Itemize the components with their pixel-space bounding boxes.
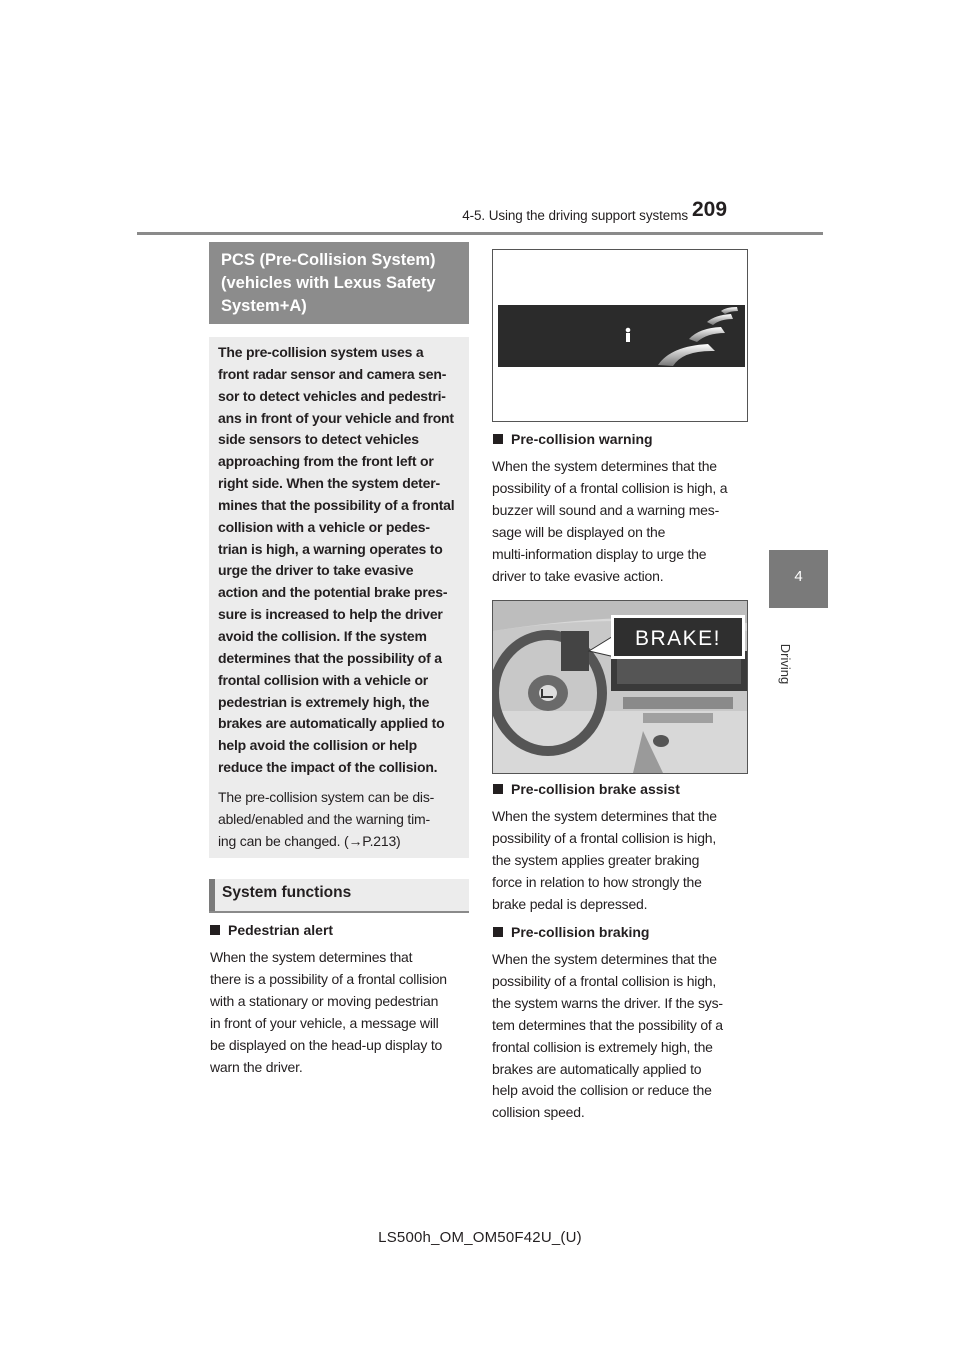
chapter-number: 4 xyxy=(794,568,803,585)
function-text-pedestrian-alert: When the system determines that there is a possibility of a frontal collision with a stationary or moving pedestrian in front of your vehicle, a message will be displayed on the head-up display to warn the driver. xyxy=(210,949,447,1075)
function-heading-pre-collision-warning: Pre-collision warning xyxy=(493,429,653,449)
page-title: PCS (Pre-Collision System) (vehicles with Lexus Safety System+A) xyxy=(221,251,436,315)
brake-warning-message: BRAKE! xyxy=(634,627,722,650)
chapter-name: Driving xyxy=(778,643,793,685)
document-code-footer: LS500h_OM_OM50F42U_(U) xyxy=(378,1229,582,1246)
running-head: 4-5. Using the driving support systems xyxy=(462,208,688,223)
cockpit-illustration xyxy=(493,601,747,773)
function-text-brake-assist: When the system determines that the possibility of a frontal collision is high, the system applies greater braking force in relation to how strongly the brake pedal is depressed. xyxy=(492,808,717,912)
brake-warning-cockpit-figure xyxy=(492,600,748,774)
section-header-bar xyxy=(209,879,215,912)
head-up-display-illustration xyxy=(493,250,747,421)
function-heading-brake-assist: Pre-collision brake assist xyxy=(493,779,680,799)
section-header-underline xyxy=(209,911,469,913)
function-heading-pedestrian-alert: Pedestrian alert xyxy=(210,920,333,940)
header-rule xyxy=(137,232,823,235)
pedestrian-alert-display-figure xyxy=(492,249,748,422)
intro-note-text: The pre-collision system can be dis- abled/enabled and the warning tim- ing can be changed. (→P.213) xyxy=(218,789,435,849)
function-text-pre-collision-warning: When the system determines that the possibility of a frontal collision is high, a buzzer will sound and a warning mes- sage will be displayed on the multi-information display to urge the driver to take evasive action. xyxy=(492,458,728,584)
square-bullet-icon xyxy=(493,434,503,444)
intro-bold-text: The pre-collision system uses a front radar sensor and camera sen- sor to detect vehicles and pedestri- ans in front of your vehicle and front side sensors to detect vehicles approaching from the front left or right side. When the system deter- mines that the possibility of a frontal collision with a vehicle or pedes- trian is high, a warning operates to urge the driver to take evasive action and the potential brake pres- sure is increased to help the driver avoid the collision. If the system determines that the possibility of a frontal collision with a vehicle or pedestrian is extremely high, the brakes are automatically applied to help avoid the collision or help reduce the impact of the collision. xyxy=(218,344,455,776)
square-bullet-icon xyxy=(210,925,220,935)
section-title: System functions xyxy=(222,884,352,901)
function-text-pre-collision-braking: When the system determines that the possibility of a frontal collision is high, the system warns the driver. If the sys- tem determines that the possibility of a frontal collision is extremely high, the brakes are automatically applied to help avoid the collision or reduce the collision speed. xyxy=(492,951,723,1121)
page-number: 209 xyxy=(692,198,728,221)
square-bullet-icon xyxy=(493,927,503,937)
square-bullet-icon xyxy=(493,784,503,794)
function-heading-pre-collision-braking: Pre-collision braking xyxy=(493,922,649,942)
